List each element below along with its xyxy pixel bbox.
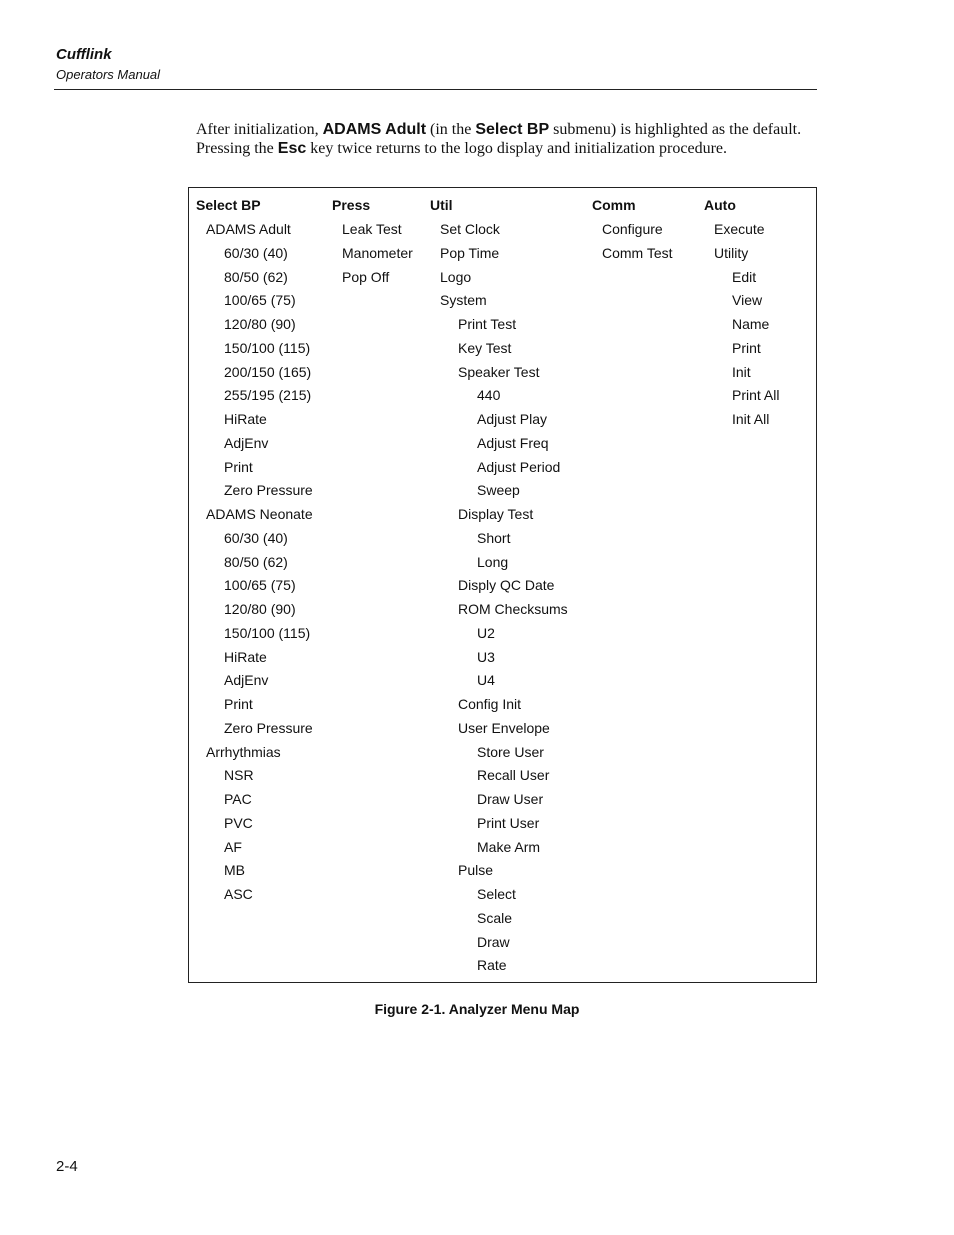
menu-item: Logo — [440, 268, 472, 285]
menu-item: Long — [477, 553, 509, 570]
intro-text-4: key twice returns to the logo display and initialization procedure. — [306, 140, 728, 157]
menu-item: 255/195 (215) — [224, 387, 312, 404]
menu-item: HiRate — [224, 648, 267, 665]
menu-item: Print — [732, 339, 761, 356]
menu-item: 60/30 (40) — [224, 244, 288, 261]
menu-item: ROM Checksums — [458, 601, 568, 617]
menu-item: Comm Test — [602, 244, 673, 261]
menu-item: Short — [477, 529, 511, 546]
menu-item: Print — [224, 458, 253, 475]
intro-text-3: submenu) is highlighted as the default. Pressing the — [196, 121, 802, 157]
menu-item: Name — [732, 316, 770, 332]
menu-item: AdjEnv — [224, 434, 269, 451]
menu-item: Config Init — [458, 696, 522, 712]
menu-item: View — [732, 292, 763, 309]
menu-column-heading: Comm — [592, 197, 636, 213]
menu-item: PAC — [224, 791, 252, 807]
menu-item: System — [440, 292, 487, 309]
menu-item: Display Test — [458, 506, 534, 522]
menu-item: U4 — [477, 672, 495, 689]
intro-text-2: (in the — [426, 121, 476, 138]
menu-item: 100/65 (75) — [224, 292, 296, 309]
menu-item: Pulse — [458, 862, 494, 879]
menu-item: Zero Pressure — [224, 719, 313, 736]
menu-item: Print All — [732, 387, 780, 404]
menu-column-heading: Util — [430, 197, 453, 213]
menu-item: Adjust Freq — [477, 434, 549, 451]
menu-item: Scale — [477, 909, 513, 926]
menu-item: Disply QC Date — [458, 577, 555, 594]
menu-item: PVC — [224, 814, 253, 831]
menu-item: Speaker Test — [458, 363, 540, 380]
menu-item: Print — [224, 696, 253, 712]
menu-item: Select — [477, 886, 516, 902]
menu-item: 150/100 (115) — [224, 624, 311, 641]
figure-caption: Figure 2-1. Analyzer Menu Map — [374, 1001, 580, 1017]
menu-item: Adjust Play — [477, 411, 548, 427]
menu-item: 150/100 (115) — [224, 339, 311, 356]
menu-item: Manometer — [342, 244, 413, 261]
menu-map-figure — [188, 187, 817, 983]
menu-item: AdjEnv — [224, 672, 269, 689]
menu-item: Draw User — [477, 791, 544, 807]
menu-item: NSR — [224, 767, 254, 784]
menu-item: Leak Test — [342, 221, 402, 237]
menu-item: 200/150 (165) — [224, 363, 312, 380]
menu-item: AF — [224, 838, 242, 855]
menu-item: 120/80 (90) — [224, 316, 296, 332]
menu-item: 120/80 (90) — [224, 601, 296, 617]
intro-keyword-select-bp: Select BP — [475, 121, 550, 138]
menu-item: Zero Pressure — [224, 482, 313, 499]
intro-keyword-adams-adult: ADAMS Adult — [322, 121, 427, 138]
menu-item: 440 — [477, 387, 501, 404]
header-divider — [54, 89, 817, 90]
menu-item: Adjust Period — [477, 458, 561, 475]
menu-item: ASC — [224, 886, 253, 902]
menu-item: U3 — [477, 648, 495, 665]
menu-item: Configure — [602, 221, 663, 237]
menu-item: ADAMS Neonate — [206, 506, 313, 522]
menu-item: Draw — [477, 933, 510, 950]
menu-item: User Envelope — [458, 719, 550, 736]
menu-column-heading: Auto — [704, 197, 736, 213]
menu-item: Make Arm — [477, 838, 541, 855]
menu-item: Init All — [732, 411, 770, 427]
page-number: 2-4 — [56, 1158, 78, 1175]
menu-item: 100/65 (75) — [224, 577, 296, 594]
menu-column-heading: Select BP — [196, 197, 261, 213]
menu-item: MB — [224, 862, 245, 879]
menu-item: Pop Off — [342, 268, 390, 285]
menu-item: Init — [732, 363, 751, 380]
running-header-title: Cufflink — [56, 46, 112, 63]
menu-item: Utility — [714, 244, 749, 261]
menu-item: U2 — [477, 624, 495, 641]
menu-item: Print Test — [458, 316, 517, 332]
menu-item: Edit — [732, 268, 757, 285]
menu-item: HiRate — [224, 411, 267, 427]
menu-item: Pop Time — [440, 244, 500, 261]
menu-item: Store User — [477, 743, 544, 760]
menu-item: Key Test — [458, 339, 512, 356]
menu-item: Recall User — [477, 767, 550, 784]
menu-item: Rate — [477, 957, 507, 974]
menu-item: 80/50 (62) — [224, 268, 288, 285]
menu-item: Sweep — [477, 482, 520, 499]
intro-paragraph — [196, 120, 806, 158]
menu-item: Set Clock — [440, 221, 500, 237]
menu-item: Arrhythmias — [206, 743, 281, 760]
menu-column-heading: Press — [332, 197, 371, 213]
intro-keyword-esc: Esc — [277, 140, 307, 157]
menu-item: 60/30 (40) — [224, 529, 288, 546]
intro-text-1: After initialization, — [196, 121, 323, 138]
menu-item: Print User — [477, 814, 540, 831]
menu-item: Execute — [714, 221, 765, 237]
menu-item: 80/50 (62) — [224, 553, 288, 570]
running-header-subtitle: Operators Manual — [56, 67, 161, 82]
menu-item: ADAMS Adult — [206, 221, 291, 237]
